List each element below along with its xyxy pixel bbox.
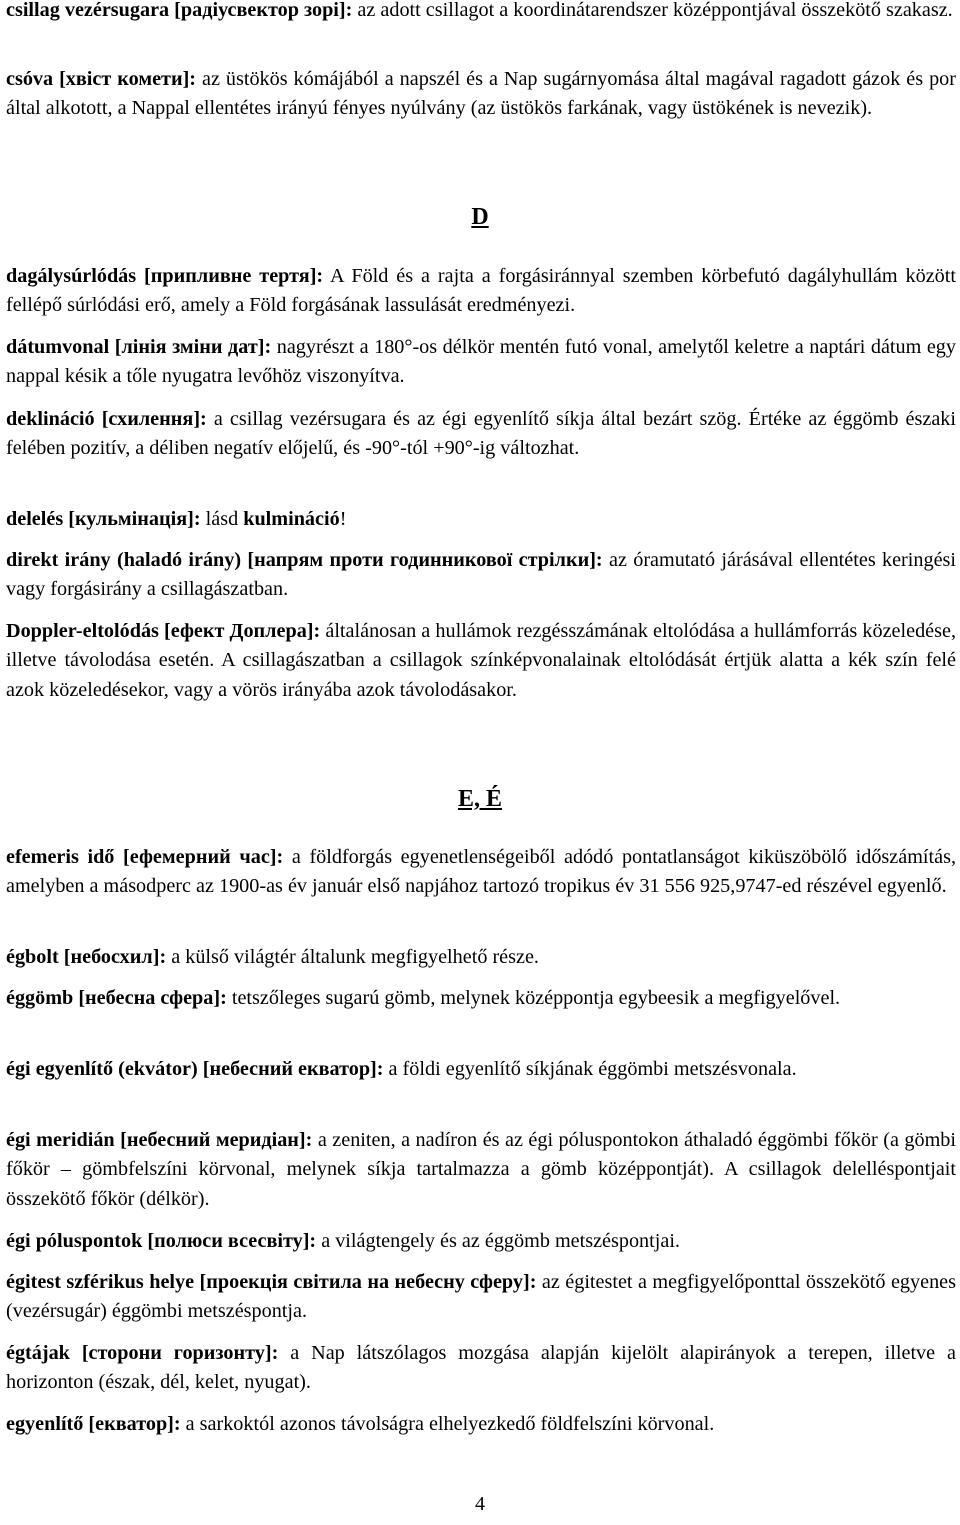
section-letter-d: D: [471, 204, 489, 230]
entry-head: égtájak [сторони горизонту]:: [6, 1342, 279, 1364]
entry-body: A Föld és a rajta a forgásiránnyal szemben körbefutó dagályhullám között fellépő súrlódási erő, amely a Föld forgásának lassulását eredményezi.: [6, 265, 956, 317]
entry-efemeris-ido: [6, 843, 956, 902]
entry-body: a világtengely és az éggömb metszéspontjai.: [316, 1230, 680, 1252]
entry-body: nagyrészt a 180°-os délkör mentén futó vonal, amelytől keletre a naptári dátum egy nappal késik a tőle nyugatra levőhöz viszonyítva.: [6, 336, 956, 388]
entry-body: az égitestet a megfigyelőponttal összekötő egyenes (vezérsugár) éggömbi metszéspontja.: [6, 1271, 956, 1323]
entry-head: efemeris idő [ефемерний час]:: [6, 846, 284, 868]
entry-egtajak: [6, 1339, 956, 1398]
entry-datumvonal: [6, 333, 956, 392]
entry-egi-poluspontok: [6, 1227, 956, 1256]
entry-body: a zeniten, a nadíron és az égi póluspontokon áthaladó éggömbi főkör (a gömbi főkör – gömbfelszíni körvonal, melynek síkja tartalmazza a gömb középpontját). A csillagok delelléspontjait összekötő főkör (délkör).: [6, 1129, 956, 1210]
entry-head: éggömb [небесна сфера]:: [6, 987, 227, 1009]
entry-csova: [6, 65, 956, 124]
cross-reference-link[interactable]: kulmináció: [243, 508, 340, 530]
entry-body: a földi egyenlítő síkjának éggömbi metszésvonala.: [383, 1058, 797, 1080]
entry-head: égi póluspontok [полюси всесвіту]:: [6, 1230, 317, 1252]
entry-doppler-eltolodas: [6, 617, 956, 705]
entry-body: az üstökös kómájából a napszél és a Nap sugárnyomása által magával ragadott gázok és por által alkotott, a Nappal ellentétes irányú fényes nyúlvány (az üstökös farkának, vagy üstökének is nevezik).: [6, 68, 956, 120]
entry-egi-egyenlito: [6, 1055, 956, 1084]
entry-tail: !: [339, 508, 347, 530]
entry-head: direkt irány (haladó irány) [напрям проти годинникової стрілки]:: [6, 549, 603, 571]
entry-dagalysurlodas: [6, 262, 956, 321]
entry-head: egyenlítő [екватор]:: [6, 1413, 181, 1435]
entry-head: égbolt [небосхил]:: [6, 946, 167, 968]
entry-head: dagálysúrlódás [припливне тертя]:: [6, 265, 324, 287]
entry-head: Doppler-eltolódás [ефект Доплера]:: [6, 620, 321, 642]
entry-body: általánosan a hullámok rezgésszámának eltolódása a hullámforrás közeledése, illetve távolodása esetén. A csillagászatban a csillagok színképvonalainak eltolódását értjük alatta a kék szín felé azok közeledésekor, vagy a vörös irányába azok távolodásakor.: [6, 620, 956, 701]
entry-head: égi egyenlítő (ekvátor) [небесний екватор]:: [6, 1058, 384, 1080]
entry-head: csóva [хвіст комети]:: [6, 68, 197, 90]
entry-deklinacio: [6, 405, 956, 464]
section-letter-e: E, É: [457, 786, 502, 812]
entry-head: dátumvonal [лінія зміни дат]:: [6, 336, 272, 358]
entry-direkt-irany: [6, 546, 956, 605]
entry-eggomb: [6, 984, 956, 1013]
entry-head: deklináció [схилення]:: [6, 408, 207, 430]
entry-csillag-vezersugara: [6, 0, 956, 25]
entry-body: a külső világtér általunk megfigyelhető része.: [166, 946, 539, 968]
entry-body: az óramutató járásával ellentétes keringési vagy forgásirány a csillagászatban.: [6, 549, 957, 601]
entry-body: a csillag vezérsugara és az égi egyenlítő síkja által bezárt szög. Értéke az éggömb északi felében pozitív, a déliben negatív előjelű, és -90°-tól +90°-ig változhat.: [6, 408, 956, 460]
entry-deleles: [6, 505, 956, 534]
entry-head: égi meridián [небесний меридіан]:: [6, 1129, 313, 1151]
entry-body: tetszőleges sugarú gömb, melynek középpontja egybeesik a megfigyelővel.: [226, 987, 841, 1009]
entry-egbolt: [6, 943, 956, 972]
entry-body: a földforgás egyenetlenségeiből adódó pontatlanságot kiküszöbölő időszámítás, amelyben a másodperc az 1900-as év január első napjához tartozó tropikus év 31 556 925,9747-ed részével egyenlő.: [6, 846, 956, 898]
entry-head: csillag vezérsugara [радіусвектор зорі]:: [6, 0, 353, 21]
entry-egitest-szferikus-helye: [6, 1268, 956, 1327]
entry-body: lásd: [200, 508, 244, 530]
entry-egi-meridian: [6, 1126, 956, 1214]
entry-egyenlito: [6, 1410, 956, 1439]
entry-body: a Nap látszólagos mozgása alapján kijelölt alapirányok a terepen, illetve a horizonton (észak, dél, kelet, nyugat).: [6, 1342, 956, 1394]
page-number: 4: [475, 1493, 485, 1515]
entry-body: a sarkoktól azonos távolságra elhelyezkedő földfelszíni körvonal.: [180, 1413, 715, 1435]
entry-head: égitest szférikus helye [проекція світила на небесну сферу]:: [6, 1271, 537, 1293]
entry-head: delelés [кульмінація]:: [6, 508, 201, 530]
entry-body: az adott csillagot a koordinátarendszer középpontjával összekötő szakasz.: [352, 0, 953, 21]
